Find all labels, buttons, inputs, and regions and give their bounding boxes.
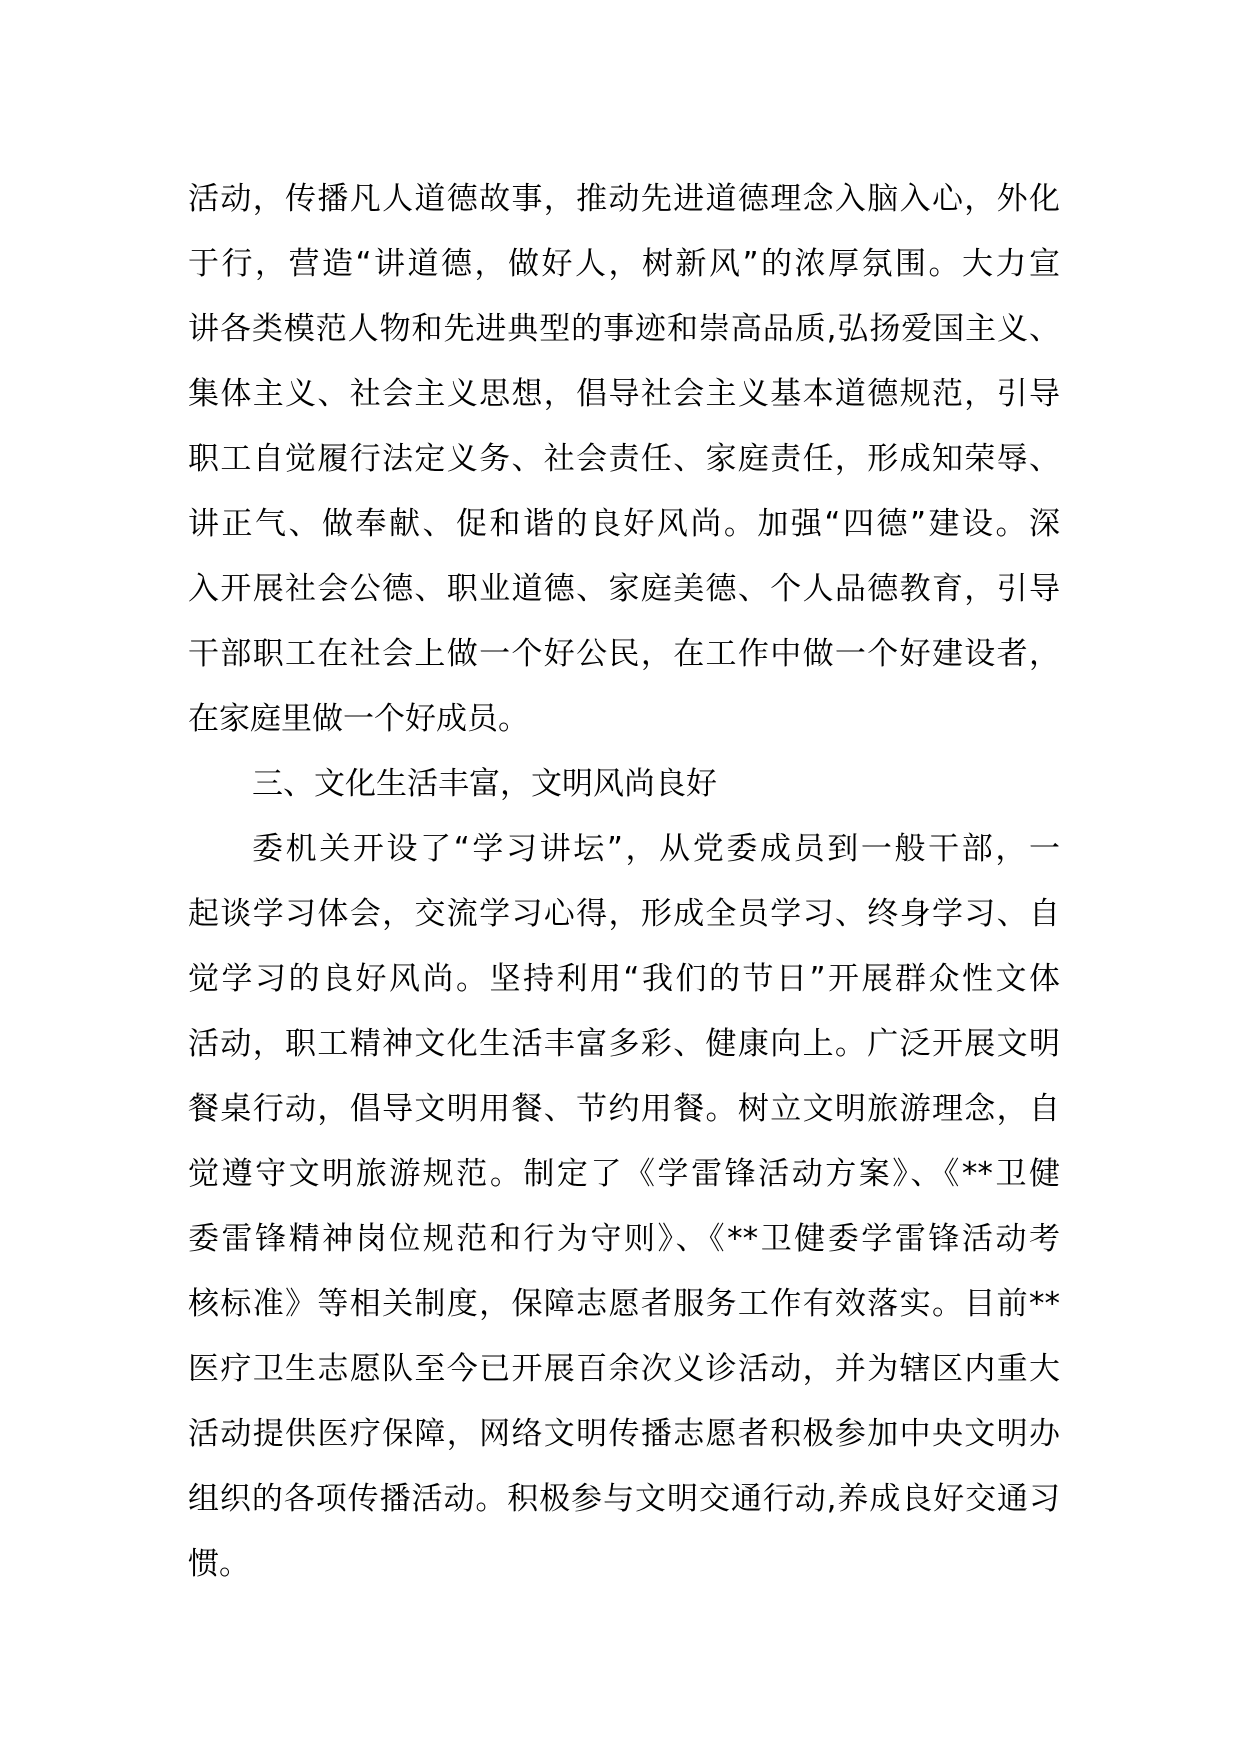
paragraph-line: 于行，营造“讲道德，做好人，树新风”的浓厚氛围。大力宣 (188, 246, 1060, 282)
paragraph-line: 活动，职工精神文化生活丰富多彩、健康向上。广泛开展文明 (188, 1026, 1060, 1062)
paragraph-line: 在家庭里做一个好成员。 (188, 701, 529, 737)
paragraph-line: 集体主义、社会主义思想，倡导社会主义基本道德规范，引导 (188, 376, 1060, 412)
paragraph-line: 活动提供医疗保障，网络文明传播志愿者积极参加中央文明办 (188, 1416, 1060, 1452)
paragraph-line: 惯。 (188, 1546, 250, 1582)
paragraph-line: 干部职工在社会上做一个好公民，在工作中做一个好建设者， (188, 636, 1060, 672)
paragraph-line: 委机关开设了“学习讲坛”，从党委成员到一般干部，一 (252, 831, 1060, 867)
paragraph-line: 活动，传播凡人道德故事，推动先进道德理念入脑入心，外化 (188, 181, 1060, 217)
section-heading: 三、文化生活丰富，文明风尚良好 (252, 766, 717, 802)
paragraph-line: 职工自觉履行法定义务、社会责任、家庭责任，形成知荣辱、 (188, 441, 1060, 477)
paragraph-line: 入开展社会公德、职业道德、家庭美德、个人品德教育，引导 (188, 571, 1060, 607)
paragraph-line: 医疗卫生志愿队至今已开展百余次义诊活动，并为辖区内重大 (188, 1351, 1060, 1387)
paragraph-line: 起谈学习体会，交流学习心得，形成全员学习、终身学习、自 (188, 896, 1060, 932)
paragraph-line: 餐桌行动，倡导文明用餐、节约用餐。树立文明旅游理念，自 (188, 1091, 1060, 1127)
paragraph-moral-education (188, 167, 1060, 752)
paragraph-line: 觉学习的良好风尚。坚持利用“我们的节日”开展群众性文体 (188, 961, 1060, 997)
paragraph-line: 组织的各项传播活动。积极参与文明交通行动,养成良好交通习 (188, 1481, 1060, 1517)
paragraph-line: 核标准》等相关制度，保障志愿者服务工作有效落实。目前** (188, 1286, 1060, 1322)
paragraph-line: 觉遵守文明旅游规范。制定了《学雷锋活动方案》、《**卫健 (188, 1156, 1060, 1192)
paragraph-line: 讲正气、做奉献、促和谐的良好风尚。加强“四德”建设。深 (188, 506, 1060, 542)
paragraph-line: 委雷锋精神岗位规范和行为守则》、《**卫健委学雷锋活动考 (188, 1221, 1060, 1257)
paragraph-line: 讲各类模范人物和先进典型的事迹和崇高品质,弘扬爱国主义、 (188, 311, 1060, 347)
paragraph-cultural-life (188, 817, 1060, 1597)
document-body (188, 167, 1060, 1597)
